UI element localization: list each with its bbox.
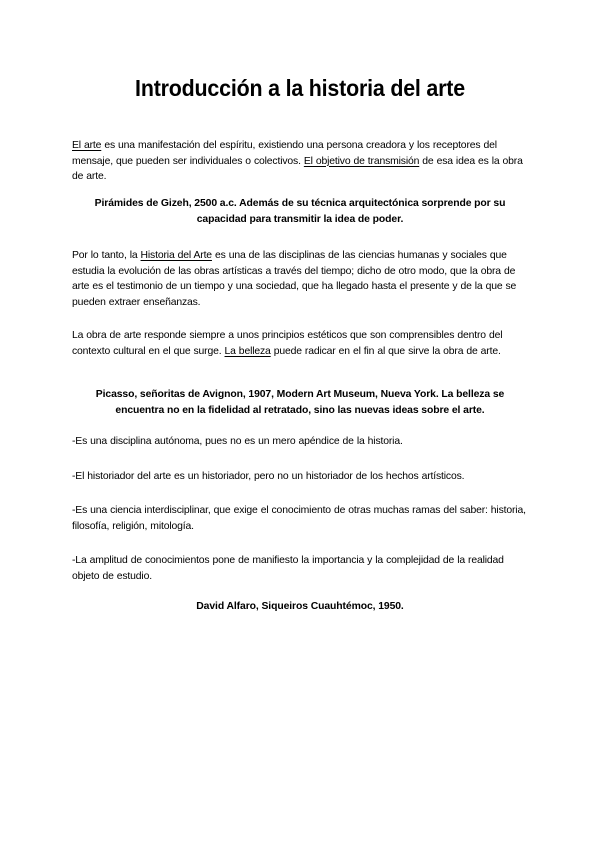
- paragraph-historia-text-2: es una de las disciplinas de las ciencias humanas y sociales que estudia la evolución de las obras artísticas a través del tiempo; dicho de otro modo, que la obra de arte es el testimonio de un tiempo y una sociedad, que ha llegado hasta el presente y de la que se pueden extraer enseñanzas.: [72, 250, 517, 308]
- paragraph-intro: [72, 138, 528, 185]
- paragraph-intro-text-2: de esa idea es la obra de arte.: [72, 155, 523, 183]
- list-item: -Es una disciplina autónoma, pues no es un mero apéndice de la historia.: [72, 436, 403, 447]
- caption-picasso: Picasso, señoritas de Avignon, 1907, Modern Art Museum, Nueva York. La belleza se encuentra no en la fidelidad al retratado, sino las nuevas ideas sobre el arte.: [95, 389, 505, 416]
- paragraph-obra-text-1: La obra de arte responde siempre a unos principios estéticos que son comprensibles dentro del contexto cultural en el que surge.: [72, 330, 503, 357]
- list-item: -Es una ciencia interdisciplinar, que exige el conocimiento de otras muchas ramas del saber: historia, filosofía, religión, mitología.: [72, 505, 526, 532]
- link-la-belleza[interactable]: La belleza: [224, 345, 271, 357]
- link-historia-del-arte[interactable]: Historia del Arte: [140, 250, 212, 261]
- paragraph-obra-de-arte: [72, 328, 528, 359]
- list-item: -El historiador del arte es un historiador, pero no un historiador de los hechos artísticos.: [72, 471, 465, 482]
- link-objetivo-transmision[interactable]: El objetivo de transmisión: [303, 155, 420, 167]
- paragraph-historia-text-1: Por lo tanto, la: [72, 250, 141, 261]
- page-title: Introducción a la historia del arte: [135, 75, 465, 101]
- paragraph-obra-text-2: puede radicar en el fin al que sirve la obra de arte.: [270, 345, 501, 357]
- caption-gizeh: Pirámides de Gizeh, 2500 a.c. Además de su técnica arquitectónica sorprende por su capacidad para transmitir la idea de poder.: [94, 198, 506, 225]
- paragraph-historia: [72, 248, 528, 310]
- paragraph-intro-text-1: es una manifestación del espíritu, existiendo una persona creadora y los receptores del mensaje, que pueden ser individuales o colectivos.: [72, 140, 497, 167]
- caption-siqueiros: David Alfaro, Siqueiros Cuauhtémoc, 1950.: [196, 601, 404, 612]
- list-item: -La amplitud de conocimientos pone de manifiesto la importancia y la complejidad de la realidad objeto de estudio.: [72, 555, 504, 582]
- link-el-arte[interactable]: El arte: [72, 140, 102, 151]
